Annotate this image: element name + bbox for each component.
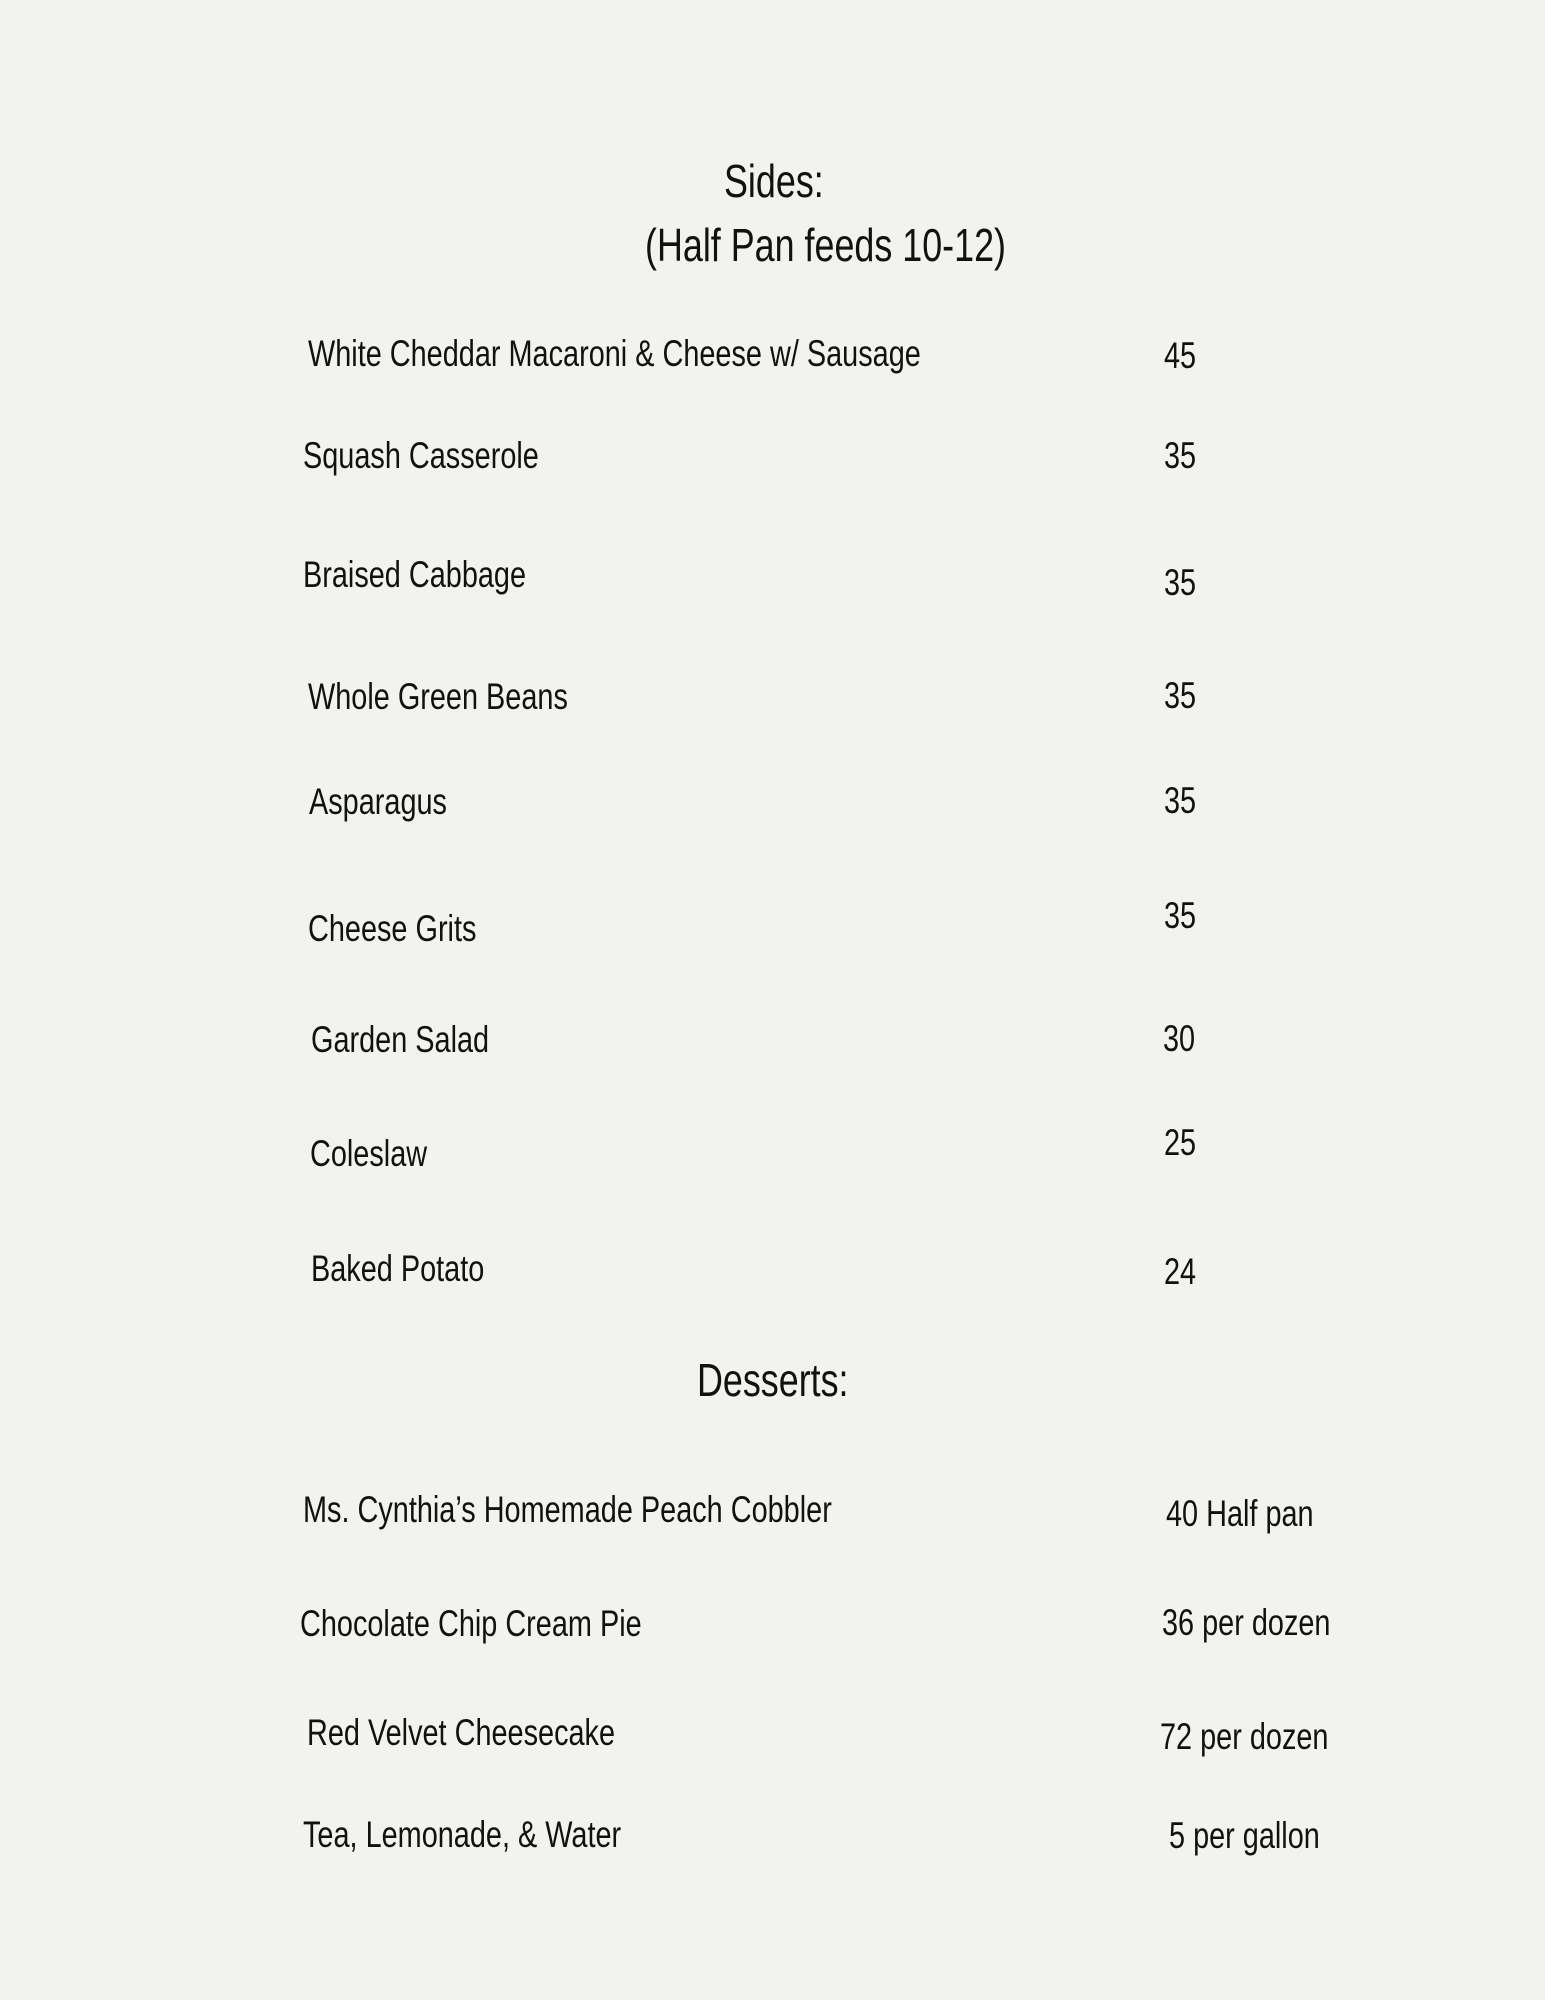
sides-subheading: (Half Pan feeds 10-12) bbox=[645, 219, 1006, 271]
side-item-name: Braised Cabbage bbox=[303, 554, 527, 595]
desserts-heading: Desserts: bbox=[697, 1354, 849, 1406]
side-item-price: 45 bbox=[1164, 335, 1197, 376]
side-item-price: 35 bbox=[1164, 780, 1197, 821]
sides-heading: Sides: bbox=[724, 155, 824, 207]
side-item-name: Baked Potato bbox=[311, 1248, 485, 1289]
side-item-price: 35 bbox=[1164, 895, 1197, 936]
side-item-name: Squash Casserole bbox=[303, 435, 539, 476]
dessert-item-name: Red Velvet Cheesecake bbox=[307, 1712, 616, 1753]
side-item-price: 35 bbox=[1164, 562, 1197, 603]
dessert-item-price: 72 per dozen bbox=[1160, 1716, 1329, 1757]
dessert-item-name: Ms. Cynthia’s Homemade Peach Cobbler bbox=[303, 1489, 832, 1530]
side-item-price: 25 bbox=[1164, 1122, 1197, 1163]
dessert-item-price: 36 per dozen bbox=[1162, 1602, 1331, 1643]
side-item-price: 35 bbox=[1164, 435, 1197, 476]
dessert-item-price: 40 Half pan bbox=[1166, 1493, 1314, 1534]
side-item-name: Coleslaw bbox=[310, 1133, 428, 1174]
dessert-item-name: Tea, Lemonade, & Water bbox=[303, 1814, 622, 1855]
side-item-price: 35 bbox=[1164, 675, 1197, 716]
dessert-item-price: 5 per gallon bbox=[1169, 1815, 1320, 1856]
side-item-name: Asparagus bbox=[309, 781, 447, 822]
side-item-price: 24 bbox=[1164, 1251, 1197, 1292]
dessert-item-name: Chocolate Chip Cream Pie bbox=[300, 1603, 642, 1644]
side-item-name: White Cheddar Macaroni & Cheese w/ Sausage bbox=[308, 333, 921, 374]
side-item-name: Cheese Grits bbox=[308, 908, 477, 949]
side-item-name: Whole Green Beans bbox=[308, 676, 568, 717]
side-item-price: 30 bbox=[1163, 1018, 1196, 1059]
side-item-name: Garden Salad bbox=[311, 1019, 490, 1060]
